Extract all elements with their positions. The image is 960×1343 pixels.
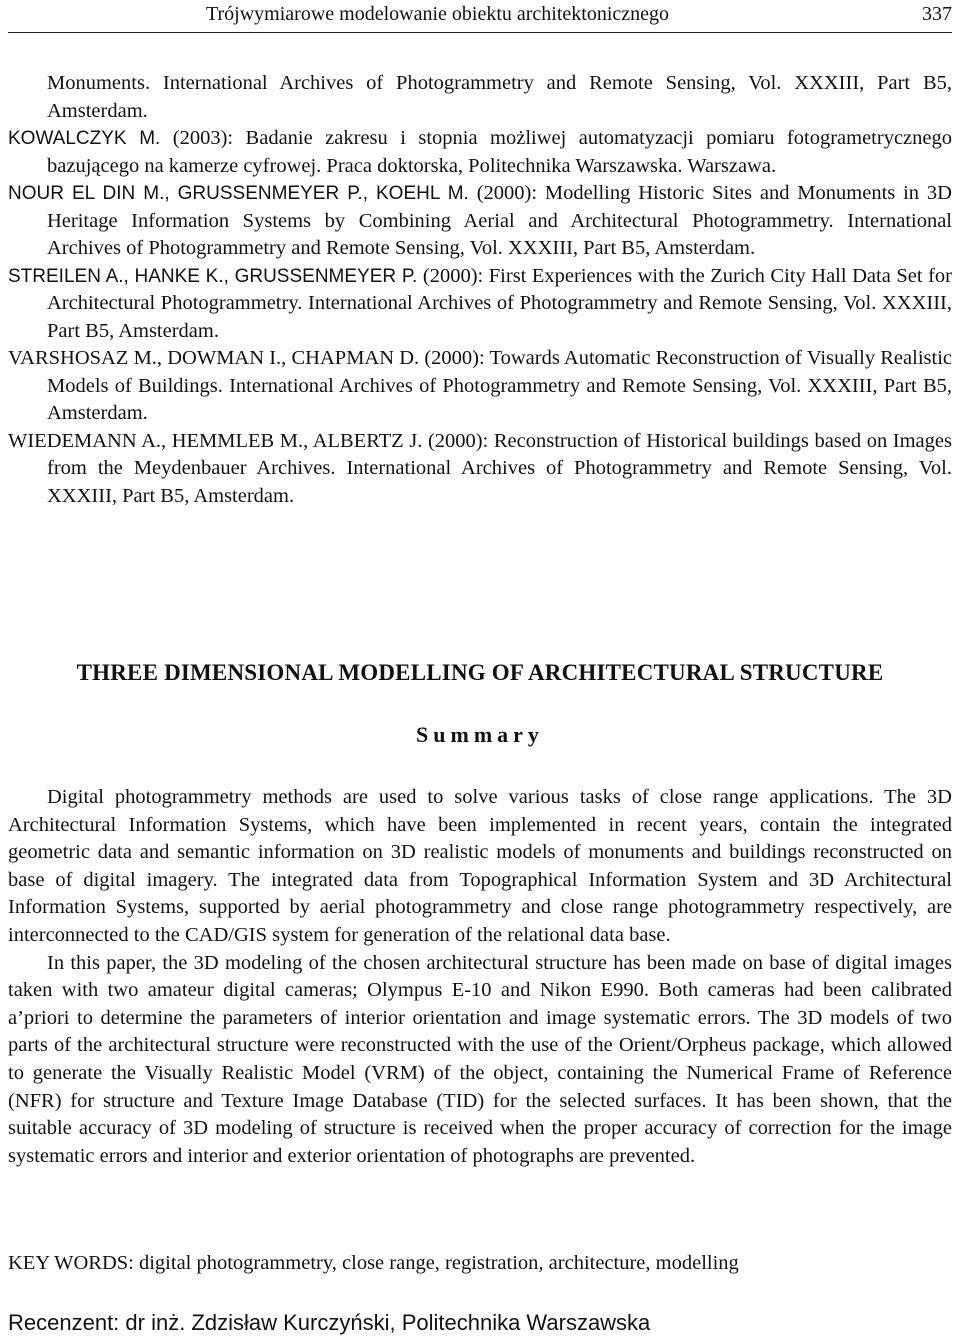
summary-heading: Summary — [416, 722, 544, 747]
reference-item — [8, 263, 952, 346]
reference-item — [8, 125, 952, 180]
reference-text: (2003): Badanie zakresu i stopnia możliwej automatyzacji pomiaru fotogrametrycznego bazującego na kamerze cyfrowej. Praca doktorska, Politechnika Warszawska. Warszawa. — [47, 127, 952, 177]
reference-text: (2000): Towards Automatic Reconstruction of Visually Realistic Models of Buildings. International Archives of Photogrammetry and Remote Sensing, Vol. XXXIII, Part B5, Amsterdam. — [47, 347, 952, 424]
english-title: THREE DIMENSIONAL MODELLING OF ARCHITECTURAL STRUCTURE — [76, 660, 884, 685]
summary-body — [8, 784, 952, 1170]
reference-list — [8, 70, 952, 510]
running-header — [8, 0, 952, 33]
summary-paragraph: In this paper, the 3D modeling of the chosen architectural structure has been made on base of digital images taken with two amateur digital cameras; Olympus E-10 and Nikon E990. Both cameras had been calibrated a’priori to determine the parameters of interior orientation and image systematic errors. The 3D models of two parts of the architectural structure were reconstructed with the use of the Orient/Orpheus package, which allowed to generate the Visually Realistic Model (VRM) of the object, containing the Numerical Frame of Reference (NFR) for structure and Texture Image Database (TID) for the selected surfaces. It has been shown, that the suitable accuracy of 3D modeling of structure is received when the proper accuracy of correction for the image systematic errors and interior and exterior orientation of photographs are prevented. — [8, 951, 952, 1167]
reference-item — [8, 180, 952, 263]
reference-item — [8, 345, 952, 428]
reviewer-line: Recenzent: dr inż. Zdzisław Kurczyński, Politechnika Warszawska — [8, 1310, 651, 1335]
reference-authors: STREILEN A., HANKE K., GRUSSENMEYER P. — [8, 265, 418, 287]
reference-text: (2000): Modelling Historic Sites and Monuments in 3D Heritage Information Systems by Combining Aerial and Architectural Photogrammetry. International Archives of Photogrammetry and Remote Sensing, Vol. XXXIII, Part B5, Amsterdam. — [47, 182, 952, 259]
reference-text: (2000): First Experiences with the Zurich City Hall Data Set for Architectural Photogrammetry. International Archives of Photogrammetry and Remote Sensing, Vol. XXXIII, Part B5, Amsterdam. — [47, 264, 952, 342]
reference-text: Monuments. International Archives of Photogrammetry and Remote Sensing, Vol. XXXIII, Part B5, Amsterdam. — [47, 72, 952, 122]
reference-authors: WIEDEMANN A., HEMMLEB M., ALBERTZ J. — [8, 429, 423, 452]
reference-authors: VARSHOSAZ M., DOWMAN I., CHAPMAN D. — [8, 347, 420, 369]
running-header-title: Trójwymiarowe modelowanie obiektu architektonicznego — [206, 3, 670, 25]
reference-item — [8, 70, 952, 125]
keywords: KEY WORDS: digital photogrammetry, close range, registration, architecture, modelling — [8, 1252, 739, 1274]
page-number: 337 — [922, 3, 952, 25]
reference-text: (2000): Reconstruction of Historical buildings based on Images from the Meydenbauer Archives. International Archives of Photogrammetry and Remote Sensing, Vol. XXXIII, Part B5, Amsterdam. — [47, 429, 952, 507]
reference-item — [8, 428, 952, 511]
reference-authors: KOWALCZYK M. — [8, 128, 161, 149]
summary-paragraph: Digital photogrammetry methods are used to solve various tasks of close range applications. The 3D Architectural Information Systems, which have been implemented in recent years, contain the integrated geometric data and semantic information on 3D realistic models of monuments and buildings reconstructed on base of digital imagery. The integrated data from Topographical Information System and 3D Architectural Information Systems, supported by aerial photogrammetry and close range photogrammetry respectively, are interconnected to the CAD/GIS system for generation of the relational data base. — [8, 786, 952, 946]
reference-authors: NOUR EL DIN M., GRUSSENMEYER P., KOEHL M. — [8, 183, 469, 204]
